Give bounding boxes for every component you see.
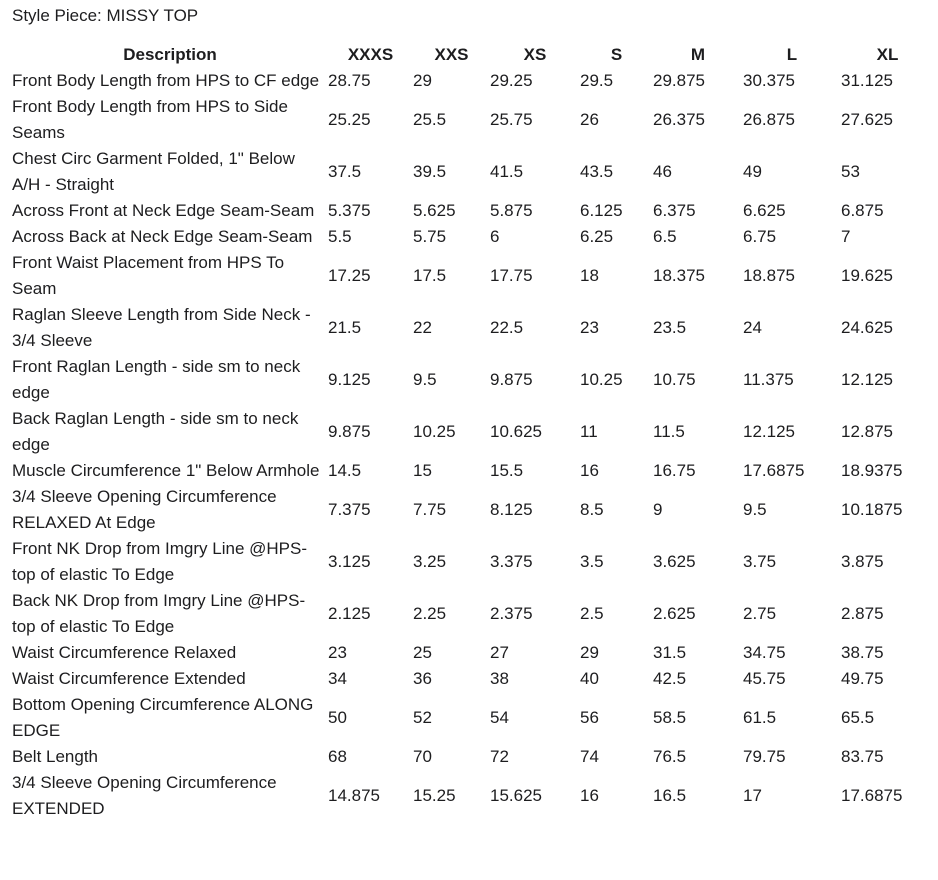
size-value-cell: 25.5 bbox=[413, 110, 447, 129]
size-value-cell: 2.125 bbox=[328, 604, 371, 623]
table-row bbox=[12, 458, 934, 484]
size-value-cell: 2.625 bbox=[653, 604, 696, 623]
size-value-cell: 8.5 bbox=[580, 500, 604, 519]
size-value-cell: 9.875 bbox=[490, 370, 533, 389]
size-value-cell: 26.375 bbox=[653, 110, 705, 129]
size-value-cell: 12.875 bbox=[841, 422, 893, 441]
size-value-cell: 27.625 bbox=[841, 110, 893, 129]
column-header-m: M bbox=[690, 45, 706, 64]
size-value-cell: 29 bbox=[413, 71, 432, 90]
size-value-cell: 26 bbox=[580, 110, 599, 129]
table-row bbox=[12, 536, 934, 588]
size-value-cell: 6.75 bbox=[743, 227, 777, 246]
size-value-cell: 31.5 bbox=[653, 643, 687, 662]
size-value-cell: 9.125 bbox=[328, 370, 371, 389]
size-value-cell: 2.375 bbox=[490, 604, 533, 623]
row-description: Front Raglan Length - side sm to neck edge bbox=[12, 357, 301, 402]
size-value-cell: 26.875 bbox=[743, 110, 795, 129]
row-description: Waist Circumference Relaxed bbox=[12, 643, 237, 662]
row-description: Waist Circumference Extended bbox=[12, 669, 246, 688]
row-description: 3/4 Sleeve Opening Circumference EXTENDED bbox=[12, 773, 277, 818]
size-value-cell: 7.375 bbox=[328, 500, 371, 519]
table-body bbox=[12, 68, 934, 822]
size-value-cell: 3.25 bbox=[413, 552, 447, 571]
size-value-cell: 17.25 bbox=[328, 266, 371, 285]
size-value-cell: 36 bbox=[413, 669, 432, 688]
table-row bbox=[12, 484, 934, 536]
size-value-cell: 3.75 bbox=[743, 552, 777, 571]
row-description: Chest Circ Garment Folded, 1" Below A/H - Straight bbox=[12, 149, 295, 194]
size-value-cell: 70 bbox=[413, 747, 432, 766]
row-description: Back Raglan Length - side sm to neck edge bbox=[12, 409, 299, 454]
size-value-cell: 21.5 bbox=[328, 318, 362, 337]
row-description: Raglan Sleeve Length from Side Neck - 3/4 Sleeve bbox=[12, 305, 311, 350]
column-header-xs: XS bbox=[523, 45, 547, 64]
size-value-cell: 17 bbox=[743, 786, 762, 805]
size-value-cell: 5.625 bbox=[413, 201, 456, 220]
size-value-cell: 9.5 bbox=[743, 500, 767, 519]
size-value-cell: 34.75 bbox=[743, 643, 786, 662]
size-value-cell: 31.125 bbox=[841, 71, 893, 90]
size-value-cell: 5.875 bbox=[490, 201, 533, 220]
size-value-cell: 25 bbox=[413, 643, 432, 662]
size-value-cell: 15.625 bbox=[490, 786, 542, 805]
size-value-cell: 11.5 bbox=[653, 422, 685, 441]
table-row bbox=[12, 302, 934, 354]
size-value-cell: 6 bbox=[490, 227, 500, 246]
size-value-cell: 11.375 bbox=[743, 370, 794, 389]
table-row bbox=[12, 94, 934, 146]
row-description: Across Front at Neck Edge Seam-Seam bbox=[12, 201, 315, 220]
size-value-cell: 22 bbox=[413, 318, 432, 337]
size-value-cell: 30.375 bbox=[743, 71, 795, 90]
size-value-cell: 19.625 bbox=[841, 266, 893, 285]
size-value-cell: 10.75 bbox=[653, 370, 696, 389]
size-value-cell: 15.5 bbox=[490, 461, 524, 480]
size-value-cell: 6.375 bbox=[653, 201, 696, 220]
size-value-cell: 15 bbox=[413, 461, 432, 480]
size-value-cell: 25.25 bbox=[328, 110, 371, 129]
size-value-cell: 38 bbox=[490, 669, 509, 688]
size-value-cell: 5.5 bbox=[328, 227, 352, 246]
size-value-cell: 29 bbox=[580, 643, 599, 662]
style-piece-title: Style Piece: MISSY TOP bbox=[12, 6, 199, 25]
column-header-xl: XL bbox=[876, 45, 899, 64]
size-value-cell: 7 bbox=[841, 227, 851, 246]
size-value-cell: 23.5 bbox=[653, 318, 687, 337]
size-value-cell: 37.5 bbox=[328, 162, 362, 181]
size-value-cell: 34 bbox=[328, 669, 347, 688]
size-value-cell: 46 bbox=[653, 162, 672, 181]
column-header-xxs: XXS bbox=[434, 45, 469, 64]
size-value-cell: 11 bbox=[580, 422, 598, 441]
size-value-cell: 6.625 bbox=[743, 201, 786, 220]
row-description: Back NK Drop from Imgry Line @HPS-top of elastic To Edge bbox=[12, 591, 306, 636]
size-value-cell: 27 bbox=[490, 643, 509, 662]
size-value-cell: 39.5 bbox=[413, 162, 447, 181]
size-value-cell: 49.75 bbox=[841, 669, 884, 688]
size-value-cell: 5.375 bbox=[328, 201, 371, 220]
size-value-cell: 3.125 bbox=[328, 552, 371, 571]
size-value-cell: 8.125 bbox=[490, 500, 533, 519]
table-row bbox=[12, 666, 934, 692]
size-value-cell: 17.5 bbox=[413, 266, 447, 285]
size-value-cell: 7.75 bbox=[413, 500, 447, 519]
size-value-cell: 24.625 bbox=[841, 318, 893, 337]
row-description: Muscle Circumference 1" Below Armhole bbox=[12, 461, 320, 480]
size-value-cell: 6.5 bbox=[653, 227, 677, 246]
size-value-cell: 16.5 bbox=[653, 786, 687, 805]
size-value-cell: 16 bbox=[580, 461, 599, 480]
column-header-l: L bbox=[786, 45, 798, 64]
size-value-cell: 10.1875 bbox=[841, 500, 903, 519]
size-value-cell: 16 bbox=[580, 786, 599, 805]
row-description: Bottom Opening Circumference ALONG EDGE bbox=[12, 695, 314, 740]
size-value-cell: 12.125 bbox=[841, 370, 893, 389]
table-row bbox=[12, 744, 934, 770]
table-row bbox=[12, 198, 934, 224]
size-value-cell: 17.6875 bbox=[743, 461, 805, 480]
row-description: 3/4 Sleeve Opening Circumference RELAXED At Edge bbox=[12, 487, 277, 532]
size-value-cell: 76.5 bbox=[653, 747, 687, 766]
size-value-cell: 23 bbox=[580, 318, 599, 337]
size-value-cell: 42.5 bbox=[653, 669, 687, 688]
size-value-cell: 50 bbox=[328, 708, 347, 727]
size-value-cell: 14.875 bbox=[328, 786, 380, 805]
size-value-cell: 28.75 bbox=[328, 71, 371, 90]
size-value-cell: 2.875 bbox=[841, 604, 884, 623]
size-value-cell: 41.5 bbox=[490, 162, 524, 181]
size-value-cell: 18 bbox=[580, 266, 599, 285]
table-row bbox=[12, 224, 934, 250]
table-header-row bbox=[12, 42, 934, 68]
table-row bbox=[12, 146, 934, 198]
size-value-cell: 24 bbox=[743, 318, 762, 337]
size-value-cell: 43.5 bbox=[580, 162, 614, 181]
size-value-cell: 38.75 bbox=[841, 643, 884, 662]
size-value-cell: 79.75 bbox=[743, 747, 786, 766]
size-value-cell: 54 bbox=[490, 708, 509, 727]
row-description: Front Body Length from HPS to Side Seams bbox=[12, 97, 288, 142]
size-value-cell: 6.875 bbox=[841, 201, 884, 220]
size-value-cell: 9.875 bbox=[328, 422, 371, 441]
table-row bbox=[12, 692, 934, 744]
table-row bbox=[12, 770, 934, 822]
table-row bbox=[12, 68, 934, 94]
size-value-cell: 45.75 bbox=[743, 669, 786, 688]
size-value-cell: 10.25 bbox=[413, 422, 456, 441]
row-description: Across Back at Neck Edge Seam-Seam bbox=[12, 227, 313, 246]
size-value-cell: 15.25 bbox=[413, 786, 456, 805]
row-description: Front Waist Placement from HPS To Seam bbox=[12, 253, 285, 298]
size-value-cell: 14.5 bbox=[328, 461, 362, 480]
size-value-cell: 10.625 bbox=[490, 422, 542, 441]
size-value-cell: 29.5 bbox=[580, 71, 614, 90]
size-value-cell: 18.9375 bbox=[841, 461, 903, 480]
size-value-cell: 12.125 bbox=[743, 422, 795, 441]
row-description: Front NK Drop from Imgry Line @HPS-top of elastic To Edge bbox=[12, 539, 307, 584]
size-value-cell: 18.375 bbox=[653, 266, 705, 285]
size-value-cell: 9.5 bbox=[413, 370, 437, 389]
size-value-cell: 17.75 bbox=[490, 266, 533, 285]
size-value-cell: 2.25 bbox=[413, 604, 447, 623]
size-value-cell: 3.375 bbox=[490, 552, 533, 571]
size-value-cell: 29.875 bbox=[653, 71, 705, 90]
size-value-cell: 52 bbox=[413, 708, 432, 727]
size-value-cell: 49 bbox=[743, 162, 762, 181]
size-value-cell: 61.5 bbox=[743, 708, 777, 727]
table-row bbox=[12, 640, 934, 666]
column-header-description: Description bbox=[123, 45, 217, 64]
size-value-cell: 29.25 bbox=[490, 71, 533, 90]
table-row bbox=[12, 406, 934, 458]
size-value-cell: 2.5 bbox=[580, 604, 604, 623]
size-value-cell: 25.75 bbox=[490, 110, 533, 129]
size-value-cell: 40 bbox=[580, 669, 599, 688]
table-row bbox=[12, 588, 934, 640]
row-description: Belt Length bbox=[12, 747, 99, 766]
size-value-cell: 74 bbox=[580, 747, 599, 766]
size-value-cell: 10.25 bbox=[580, 370, 623, 389]
column-header-s: S bbox=[610, 45, 623, 64]
size-value-cell: 2.75 bbox=[743, 604, 777, 623]
row-description: Front Body Length from HPS to CF edge bbox=[12, 71, 320, 90]
size-value-cell: 53 bbox=[841, 162, 860, 181]
size-value-cell: 68 bbox=[328, 747, 347, 766]
size-value-cell: 58.5 bbox=[653, 708, 687, 727]
size-value-cell: 3.625 bbox=[653, 552, 696, 571]
size-value-cell: 5.75 bbox=[413, 227, 447, 246]
size-value-cell: 9 bbox=[653, 500, 663, 519]
table-row bbox=[12, 354, 934, 406]
column-header-xxxs: XXXS bbox=[347, 45, 394, 64]
size-value-cell: 22.5 bbox=[490, 318, 524, 337]
size-value-cell: 6.25 bbox=[580, 227, 614, 246]
size-value-cell: 3.5 bbox=[580, 552, 604, 571]
size-value-cell: 6.125 bbox=[580, 201, 623, 220]
size-value-cell: 83.75 bbox=[841, 747, 884, 766]
size-value-cell: 17.6875 bbox=[841, 786, 903, 805]
size-value-cell: 18.875 bbox=[743, 266, 795, 285]
size-spec-table bbox=[12, 42, 934, 822]
table-row bbox=[12, 250, 934, 302]
size-value-cell: 72 bbox=[490, 747, 509, 766]
size-value-cell: 3.875 bbox=[841, 552, 884, 571]
size-value-cell: 56 bbox=[580, 708, 599, 727]
size-value-cell: 65.5 bbox=[841, 708, 875, 727]
size-value-cell: 23 bbox=[328, 643, 347, 662]
size-value-cell: 16.75 bbox=[653, 461, 696, 480]
